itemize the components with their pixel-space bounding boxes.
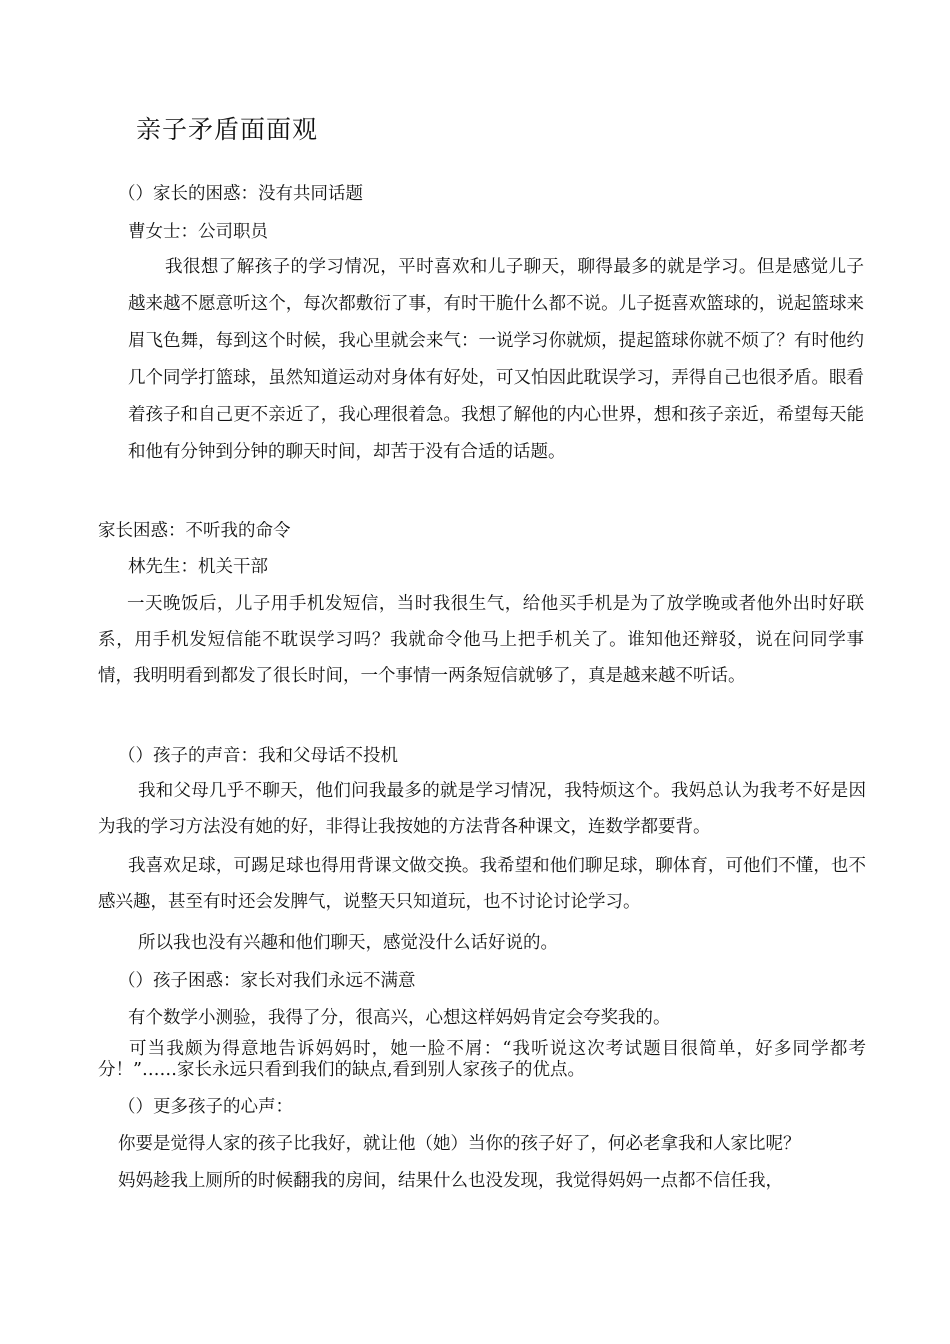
section2-heading: 家长困惑：不听我的命令	[98, 521, 291, 541]
section1-paragraph: 我很想了解孩子的学习情况，平时喜欢和儿子聊天，聊得最多的就是学习。但是感觉儿子越来越不愿意听这个，每次都敷衍了事，有时干脆什么都不说。儿子挺喜欢篮球的，说起篮球来眉飞色舞，每到这个时候，我心里就会来气：一说学习你就烦，提起篮球你就不烦了？有时他约几个同学打篮球，虽然知道运动对身体有好处，可又怕因此耽误学习，弄得自己也很矛盾。眼看着孩子和自己更不亲近了，我心理很着急。我想了解他的内心世界，想和孩子亲近，希望每天能和他有分钟到分钟的聊天时间，却苦于没有合适的话题。	[128, 257, 864, 462]
section3-paragraph-2: 我喜欢足球，可踢足球也得用背课文做交换。我希望和他们聊足球，聊体育，可他们不懂，也不感兴趣，甚至有时还会发脾气，说整天只知道玩，也不讨论讨论学习。	[98, 856, 866, 912]
section4-paragraph-1: 有个数学小测验，我得了分，很高兴，心想这样妈妈肯定会夸奖我的。	[128, 1008, 671, 1028]
section5-heading: （）更多孩子的心声：	[118, 1097, 293, 1117]
section1-speaker: 曹女士：公司职员	[128, 222, 268, 242]
section3-heading: （）孩子的声音：我和父母话不投机	[118, 746, 398, 766]
page-title: 亲子矛盾面面观	[136, 115, 319, 144]
section4-heading: （）孩子困惑：家长对我们永远不满意	[118, 971, 416, 991]
section3-paragraph-1: 我和父母几乎不聊天，他们问我最多的就是学习情况，我特烦这个。我妈总认为我考不好是因为我的学习方法没有她的好，非得让我按她的方法背各种课文，连数学都要背。	[98, 781, 866, 837]
section3-paragraph-3: 所以我也没有兴趣和他们聊天，感觉没什么话好说的。	[138, 933, 558, 953]
section5-paragraph-2: 妈妈趁我上厕所的时候翻我的房间，结果什么也没发现，我觉得妈妈一点都不信任我，	[118, 1171, 783, 1191]
section2-paragraph: 一天晚饭后，儿子用手机发短信，当时我很生气，给他买手机是为了放学晚或者他外出时好联系，用手机发短信能不耽误学习吗？我就命令他马上把手机关了。谁知他还辩驳，说在问同学事情，我明明看到都发了很长时间，一个事情一两条短信就够了，真是越来越不听话。	[98, 594, 864, 686]
section4-paragraph-2: 可当我颇为得意地告诉妈妈时，她一脸不屑：“我听说这次考试题目很简单，好多同学都考分！”……家长永远只看到我们的缺点,看到别人家孩子的优点。	[98, 1039, 866, 1080]
section5-paragraph-1: 你要是觉得人家的孩子比我好，就让他（她）当你的孩子好了，何必老拿我和人家比呢？	[118, 1134, 801, 1154]
section2-speaker: 林先生：机关干部	[128, 557, 268, 577]
section1-heading: （）家长的困惑：没有共同话题	[118, 184, 363, 204]
